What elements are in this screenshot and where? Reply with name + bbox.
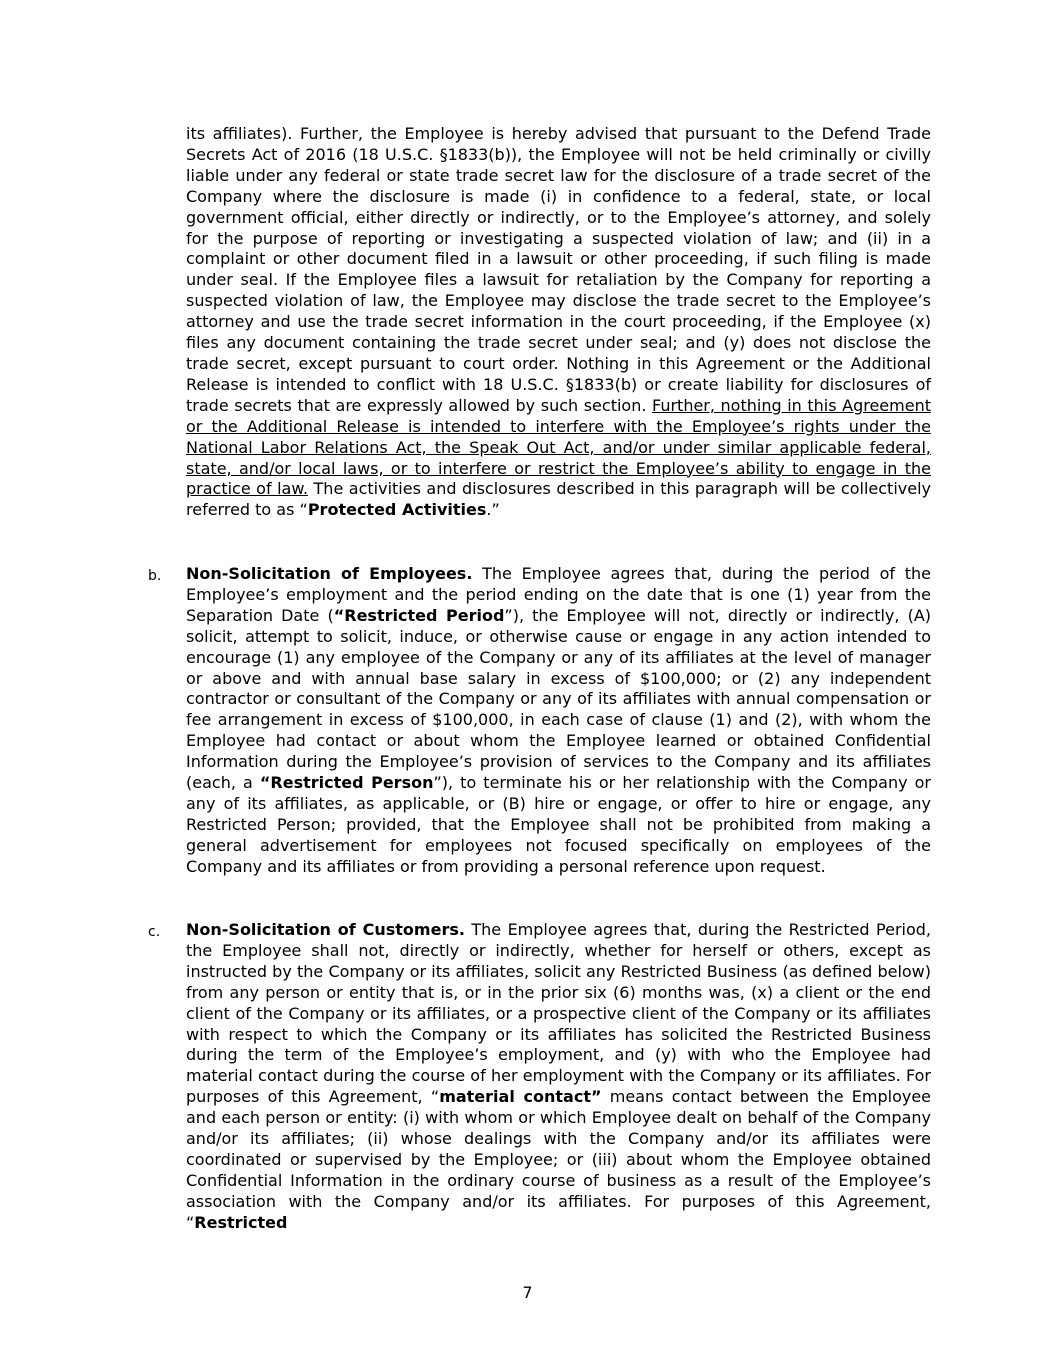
section-heading: Non-Solicitation of Employees.	[186, 564, 473, 583]
section-c-marker: c.	[148, 924, 161, 940]
underlined-text: Further, nothing in this Agreement or the Additional Release is intended to interfere with the Employee’s rights under the National Labor Relations Act, the Speak Out Act, and/or under similar applicable federal, state, and/or local laws, or to interfere or restrict the Employee’s ability to engage in the practice of law.	[186, 395, 931, 499]
paragraph-text-part: ”), the Employee will not, directly or indirectly, (A) solicit, attempt to solicit, induce, or otherwise cause or engage in any action intended to encourage (1) any employee of the Company or any of its affiliates at the level of manager or above and with annual base salary in excess of $100,000; or (2) any independent contractor or consultant of the Company or any of its affiliates with annual compensation or fee arrangement in excess of $100,000, in each case of clause (1) and (2), with whom the Employee had contact or about whom the Employee learned or obtained Confidential Information during the Employee’s provision of services to the Company and its affiliates (each, a	[186, 605, 932, 793]
page-number: 7	[522, 1283, 533, 1302]
paragraph-text-part: The Employee agrees that, during the period of the Employee’s employment and the period ending on the date that is one (1) year from the Separation Date (	[186, 564, 932, 625]
section-c-paragraph	[186, 920, 931, 1234]
paragraph-text	[186, 124, 931, 521]
paragraph-text	[186, 564, 931, 878]
paragraph-text-part: its affiliates). Further, the Employee is hereby advised that pursuant to the Defend Trade Secrets Act of 2016 (18 U.S.C. §1833(b)), the Employee will not be held criminally or civilly liable under any federal or state trade secret law for the disclosure of a trade secret of the Company where the disclosure is made (i) in confidence to a federal, state, or local government official, either directly or indirectly, or to the Employee’s attorney, and solely for the purpose of reporting or investigating a suspected violation of law; and (ii) in a complaint or other document filed in a lawsuit or other proceeding, if such filing is made under seal. If the Employee files a lawsuit for retaliation by the Company for reporting a suspected violation of law, the Employee may disclose the trade secret to the Employee’s attorney and use the trade secret information in the court proceeding, if the Employee (x) files any document containing the trade secret under seal; and (y) does not disclose the trade secret, except pursuant to court order. Nothing in this Agreement or the Additional Release is intended to conflict with 18 U.S.C. §1833(b) or create liability for disclosures of trade secrets that are expressly allowed by such section.	[186, 124, 931, 415]
defined-term: “Restricted Person	[259, 773, 434, 793]
section-b-paragraph	[186, 564, 931, 878]
paragraph-text	[186, 920, 931, 1234]
paragraph-text-part: The Employee agrees that, during the Restricted Period, the Employee shall not, directly or indirectly, whether for herself or others, except as instructed by the Company or its affiliates, solicit any Restricted Business (as defined below) from any person or entity that is, or in the prior six (6) months was, (x) a client or the end client of the Company or its affiliates, or a prospective client of the Company or its affiliates with respect to which the Company or its affiliates has solicited the Restricted Business during the term of the Employee’s employment, and (y) with who the Employee had material contact during the course of her employment with the Company or its affiliates. For purposes of this Agreement, “	[186, 920, 931, 1107]
defined-term: material contact”	[439, 1087, 602, 1107]
paragraph-text-part: means contact between the Employee and each person or entity: (i) with whom or which Employee dealt on behalf of the Company and/or its affiliates; (ii) whose dealings with the Company and/or its affiliates were coordinated or supervised by the Employee; or (iii) about whom the Employee obtained Confidential Information in the ordinary course of business as a result of the Employee’s association with the Company and/or its affiliates. For purposes of this Agreement, “	[186, 1087, 932, 1232]
defined-term: Protected Activities	[307, 500, 487, 520]
paragraph-text-part: The activities and disclosures described in this paragraph will be collectively referred to as “	[186, 479, 931, 520]
paragraph-text-part: .”	[486, 500, 500, 520]
protected-activities-paragraph	[186, 124, 931, 521]
section-b-marker: b.	[148, 568, 162, 584]
section-heading: Non-Solicitation of Customers.	[186, 920, 465, 939]
defined-term: “Restricted Period	[333, 605, 505, 625]
paragraph-text-part: ”), to terminate his or her relationship with the Company or any of its affiliates, as applicable, or (B) hire or engage, or offer to hire or engage, any Restricted Person; provided, that the Employee shall not be prohibited from making a general advertisement for employees not focused specifically on employees of the Company and its affiliates or from providing a personal reference upon request.	[186, 773, 931, 876]
defined-term: Restricted	[194, 1212, 288, 1232]
